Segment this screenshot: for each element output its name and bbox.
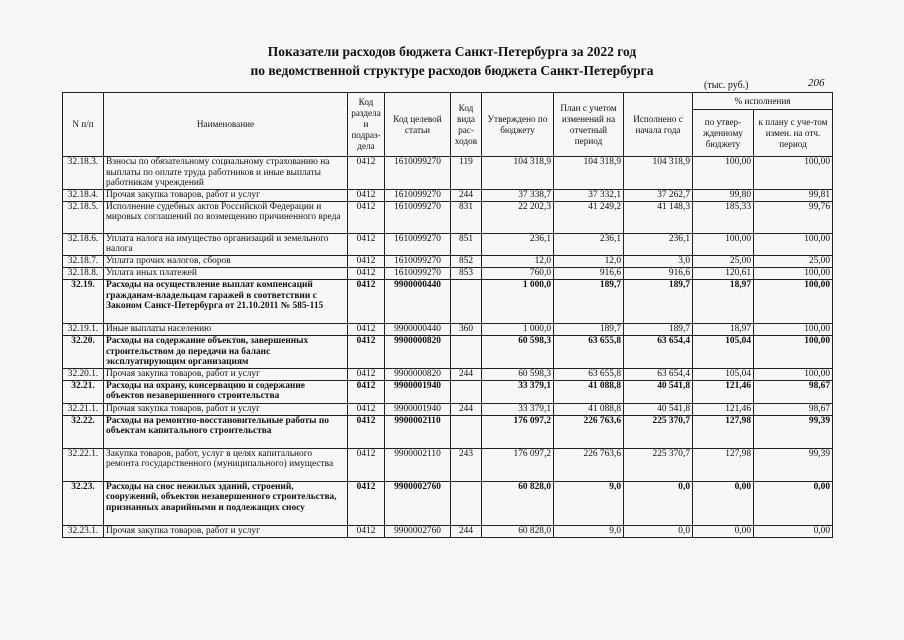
- row-number: 32.21.1.: [63, 403, 104, 415]
- row-number: 32.21.: [63, 380, 104, 403]
- row-name: Исполнение судебных актов Российской Федерации и мировых соглашений по возмещению причиненного вреда: [104, 201, 348, 233]
- row-razdel-code: 0412: [348, 415, 385, 448]
- row-expense-type: [451, 415, 482, 448]
- header-approved: Утверждено по бюджету: [482, 93, 554, 157]
- row-pct-plan: 100,00: [754, 157, 833, 190]
- row-pct-approved: 0,00: [693, 525, 754, 537]
- row-target-code: 1610099270: [385, 233, 451, 255]
- row-approved: 104 318,9: [482, 157, 554, 190]
- row-razdel-code: 0412: [348, 201, 385, 233]
- table-row: [63, 335, 833, 368]
- row-name: Прочая закупка товаров, работ и услуг: [104, 368, 348, 380]
- row-pct-approved: 100,00: [693, 233, 754, 255]
- row-expense-type: [451, 279, 482, 323]
- row-name: Расходы на ремонтно-восстановительные работы по объектам капитального строительства: [104, 415, 348, 448]
- row-executed: 916,6: [624, 267, 693, 279]
- row-name: Закупка товаров, работ, услуг в целях капитального ремонта государственного (муниципального) имущества: [104, 448, 348, 481]
- row-expense-type: 119: [451, 157, 482, 190]
- header-executed: Исполнено с начала года: [624, 93, 693, 157]
- row-target-code: 1610099270: [385, 189, 451, 201]
- row-number: 32.22.1.: [63, 448, 104, 481]
- row-plan: 226 763,6: [554, 448, 624, 481]
- row-expense-type: [451, 380, 482, 403]
- table-row: [63, 189, 833, 201]
- row-expense-type: 243: [451, 448, 482, 481]
- row-executed: 40 541,8: [624, 380, 693, 403]
- row-pct-approved: 0,00: [693, 481, 754, 525]
- row-pct-approved: 121,46: [693, 380, 754, 403]
- row-pct-plan: 25,00: [754, 255, 833, 267]
- row-pct-approved: 18,97: [693, 279, 754, 323]
- row-number: 32.18.4.: [63, 189, 104, 201]
- row-razdel-code: 0412: [348, 157, 385, 190]
- header-pct-approved: по утвер-жденному бюджету: [693, 110, 754, 157]
- row-number: 32.18.8.: [63, 267, 104, 279]
- table-row: [63, 323, 833, 335]
- row-expense-type: 851: [451, 233, 482, 255]
- row-razdel-code: 0412: [348, 380, 385, 403]
- row-expense-type: [451, 335, 482, 368]
- header-expense-type: Код вида рас-ходов: [451, 93, 482, 157]
- row-name: Взносы по обязательному социальному страхованию на выплаты по оплате труда работников и иные выплаты работникам учреждений: [104, 157, 348, 190]
- row-name: Иные выплаты населению: [104, 323, 348, 335]
- row-target-code: 9900000440: [385, 323, 451, 335]
- row-executed: 225 370,7: [624, 448, 693, 481]
- row-plan: 12,0: [554, 255, 624, 267]
- row-plan: 9,0: [554, 481, 624, 525]
- row-pct-approved: 121,46: [693, 403, 754, 415]
- row-razdel-code: 0412: [348, 403, 385, 415]
- row-pct-approved: 127,98: [693, 415, 754, 448]
- row-number: 32.18.3.: [63, 157, 104, 190]
- row-plan: 41 249,2: [554, 201, 624, 233]
- header-name: Наименование: [104, 93, 348, 157]
- row-expense-type: [451, 481, 482, 525]
- row-executed: 189,7: [624, 279, 693, 323]
- row-plan: 41 088,8: [554, 403, 624, 415]
- row-plan: 41 088,8: [554, 380, 624, 403]
- row-target-code: 1610099270: [385, 267, 451, 279]
- row-number: 32.18.6.: [63, 233, 104, 255]
- row-name: Расходы на осуществление выплат компенсаций гражданам-владельцам гаражей в соответствии с Законом Санкт-Петербурга от 21.10.2011 № 585-115: [104, 279, 348, 323]
- row-approved: 60 828,0: [482, 481, 554, 525]
- row-executed: 0,0: [624, 525, 693, 537]
- row-razdel-code: 0412: [348, 233, 385, 255]
- row-target-code: 9900000820: [385, 335, 451, 368]
- row-pct-plan: 99,39: [754, 448, 833, 481]
- row-plan: 226 763,6: [554, 415, 624, 448]
- row-approved: 12,0: [482, 255, 554, 267]
- header-plan: План с учетом изменений на отчетный период: [554, 93, 624, 157]
- row-target-code: 9900001940: [385, 403, 451, 415]
- row-pct-plan: 98,67: [754, 403, 833, 415]
- row-plan: 189,7: [554, 279, 624, 323]
- row-pct-approved: 120,61: [693, 267, 754, 279]
- row-plan: 236,1: [554, 233, 624, 255]
- row-name: Уплата прочих налогов, сборов: [104, 255, 348, 267]
- row-plan: 916,6: [554, 267, 624, 279]
- row-razdel-code: 0412: [348, 448, 385, 481]
- row-approved: 60 598,3: [482, 368, 554, 380]
- row-target-code: 9900000820: [385, 368, 451, 380]
- row-razdel-code: 0412: [348, 255, 385, 267]
- row-name: Расходы на охрану, консервацию и содержание объектов незавершенного строительства: [104, 380, 348, 403]
- units-label: (тыс. руб.): [704, 80, 749, 91]
- row-number: 32.20.1.: [63, 368, 104, 380]
- row-pct-approved: 185,33: [693, 201, 754, 233]
- header-npp: N п/п: [63, 93, 104, 157]
- row-number: 32.23.: [63, 481, 104, 525]
- table-row: [63, 448, 833, 481]
- row-plan: 63 655,8: [554, 335, 624, 368]
- row-pct-approved: 99,80: [693, 189, 754, 201]
- row-plan: 189,7: [554, 323, 624, 335]
- row-name: Прочая закупка товаров, работ и услуг: [104, 403, 348, 415]
- table-row: [63, 279, 833, 323]
- header-target-article: Код целевой статьи: [385, 93, 451, 157]
- row-target-code: 9900001940: [385, 380, 451, 403]
- row-approved: 33 379,1: [482, 380, 554, 403]
- row-pct-plan: 100,00: [754, 279, 833, 323]
- row-approved: 236,1: [482, 233, 554, 255]
- table-row: [63, 201, 833, 233]
- row-expense-type: 360: [451, 323, 482, 335]
- row-razdel-code: 0412: [348, 279, 385, 323]
- budget-table: [62, 92, 833, 538]
- row-razdel-code: 0412: [348, 323, 385, 335]
- table-row: [63, 255, 833, 267]
- row-pct-plan: 100,00: [754, 233, 833, 255]
- row-executed: 189,7: [624, 323, 693, 335]
- table-row: [63, 415, 833, 448]
- row-plan: 37 332,1: [554, 189, 624, 201]
- table-row: [63, 380, 833, 403]
- row-target-code: 9900002760: [385, 525, 451, 537]
- row-name: Уплата иных платежей: [104, 267, 348, 279]
- table-row: [63, 233, 833, 255]
- row-number: 32.19.: [63, 279, 104, 323]
- row-executed: 236,1: [624, 233, 693, 255]
- row-pct-plan: 0,00: [754, 525, 833, 537]
- row-approved: 176 097,2: [482, 415, 554, 448]
- row-pct-approved: 127,98: [693, 448, 754, 481]
- row-executed: 41 148,3: [624, 201, 693, 233]
- row-expense-type: 244: [451, 525, 482, 537]
- table-row: [63, 368, 833, 380]
- row-name: Расходы на содержание объектов, завершенных строительством до передачи на баланс эксплуатирующим организациям: [104, 335, 348, 368]
- row-pct-plan: 0,00: [754, 481, 833, 525]
- row-approved: 1 000,0: [482, 279, 554, 323]
- row-executed: 63 654,4: [624, 368, 693, 380]
- row-approved: 1 000,0: [482, 323, 554, 335]
- row-plan: 104 318,9: [554, 157, 624, 190]
- row-approved: 60 828,0: [482, 525, 554, 537]
- page-number: 206: [808, 77, 825, 89]
- row-plan: 9,0: [554, 525, 624, 537]
- row-number: 32.18.7.: [63, 255, 104, 267]
- row-expense-type: 244: [451, 403, 482, 415]
- table-row: [63, 403, 833, 415]
- row-target-code: 9900002110: [385, 448, 451, 481]
- row-pct-plan: 100,00: [754, 267, 833, 279]
- row-approved: 60 598,3: [482, 335, 554, 368]
- row-executed: 104 318,9: [624, 157, 693, 190]
- report-title: Показатели расходов бюджета Санкт-Петербурга за 2022 год: [267, 44, 637, 59]
- row-pct-plan: 99,81: [754, 189, 833, 201]
- row-pct-plan: 100,00: [754, 323, 833, 335]
- row-name: Прочая закупка товаров, работ и услуг: [104, 189, 348, 201]
- row-expense-type: 831: [451, 201, 482, 233]
- row-pct-plan: 98,67: [754, 380, 833, 403]
- row-expense-type: 853: [451, 267, 482, 279]
- table-row: [63, 481, 833, 525]
- row-target-code: 9900000440: [385, 279, 451, 323]
- row-pct-approved: 105,04: [693, 368, 754, 380]
- row-razdel-code: 0412: [348, 189, 385, 201]
- table-body: [63, 157, 833, 538]
- report-subtitle: по ведомственной структуре расходов бюджета Санкт-Петербурга: [250, 63, 654, 78]
- row-pct-plan: 99,76: [754, 201, 833, 233]
- row-razdel-code: 0412: [348, 525, 385, 537]
- row-executed: 63 654,4: [624, 335, 693, 368]
- row-name: Расходы на снос нежилых зданий, строений, сооружений, объектов незавершенного строительства, признанных аварийными и подлежащих сносу: [104, 481, 348, 525]
- table-row: [63, 525, 833, 537]
- row-executed: 40 541,8: [624, 403, 693, 415]
- row-approved: 37 338,7: [482, 189, 554, 201]
- row-razdel-code: 0412: [348, 267, 385, 279]
- header-razdel: Код раздела и подраз-дела: [348, 93, 385, 157]
- row-target-code: 1610099270: [385, 157, 451, 190]
- row-expense-type: 244: [451, 189, 482, 201]
- row-number: 32.18.5.: [63, 201, 104, 233]
- row-pct-approved: 18,97: [693, 323, 754, 335]
- row-approved: 760,0: [482, 267, 554, 279]
- table-row: [63, 267, 833, 279]
- row-pct-approved: 105,04: [693, 335, 754, 368]
- header-pct-plan: к плану с уче-том измен. на отч. период: [754, 110, 833, 157]
- row-target-code: 9900002760: [385, 481, 451, 525]
- row-expense-type: 852: [451, 255, 482, 267]
- header-percent-group: % исполнения: [693, 93, 833, 110]
- row-executed: 3,0: [624, 255, 693, 267]
- row-target-code: 9900002110: [385, 415, 451, 448]
- row-number: 32.23.1.: [63, 525, 104, 537]
- row-number: 32.22.: [63, 415, 104, 448]
- row-expense-type: 244: [451, 368, 482, 380]
- row-razdel-code: 0412: [348, 368, 385, 380]
- row-razdel-code: 0412: [348, 335, 385, 368]
- row-pct-plan: 99,39: [754, 415, 833, 448]
- row-executed: 0,0: [624, 481, 693, 525]
- row-plan: 63 655,8: [554, 368, 624, 380]
- row-number: 32.20.: [63, 335, 104, 368]
- row-pct-plan: 100,00: [754, 335, 833, 368]
- table-row: [63, 157, 833, 190]
- row-approved: 22 202,3: [482, 201, 554, 233]
- row-name: Прочая закупка товаров, работ и услуг: [104, 525, 348, 537]
- row-pct-approved: 100,00: [693, 157, 754, 190]
- row-target-code: 1610099270: [385, 201, 451, 233]
- row-executed: 225 370,7: [624, 415, 693, 448]
- row-executed: 37 262,7: [624, 189, 693, 201]
- row-pct-plan: 100,00: [754, 368, 833, 380]
- row-pct-approved: 25,00: [693, 255, 754, 267]
- row-number: 32.19.1.: [63, 323, 104, 335]
- row-approved: 33 379,1: [482, 403, 554, 415]
- row-target-code: 1610099270: [385, 255, 451, 267]
- row-name: Уплата налога на имущество организаций и земельного налога: [104, 233, 348, 255]
- row-approved: 176 097,2: [482, 448, 554, 481]
- row-razdel-code: 0412: [348, 481, 385, 525]
